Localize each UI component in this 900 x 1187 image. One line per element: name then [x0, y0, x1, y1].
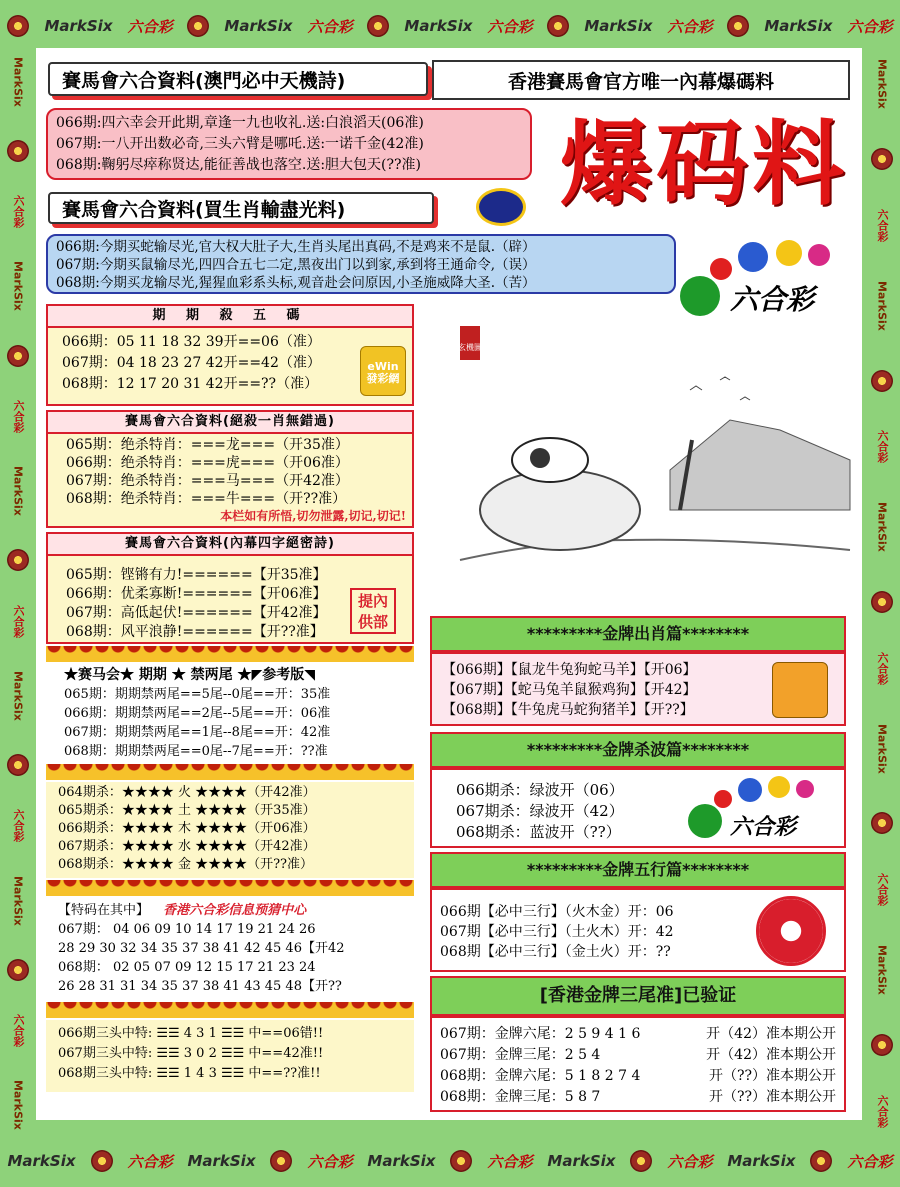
header-title-1: 賽馬會六合資料(澳門必中天機詩) — [48, 62, 428, 96]
border-text: MarkSix — [11, 875, 25, 926]
flower-icon — [547, 15, 569, 37]
flower-icon — [367, 15, 389, 37]
border-text: 六合彩 — [876, 1094, 889, 1128]
gold-zodiac-line: 【067期】【蛇马兔羊鼠猴鸡狗】【开42】 — [442, 682, 697, 698]
special-line: 28 29 30 32 34 35 37 38 41 42 45 46【开42 — [58, 941, 345, 956]
divider — [46, 646, 414, 662]
border-text: 六合彩 — [667, 17, 713, 36]
gold-five-title: *********金牌五行篇******** — [430, 852, 846, 888]
ink-painting-svg — [430, 310, 860, 606]
hk-emblem-icon — [756, 896, 826, 966]
border-text: 六合彩 — [487, 1152, 533, 1171]
gold-zodiac-line: 【066期】【鼠龙牛兔狗蛇马羊】【开06】 — [442, 662, 697, 678]
border-text: 六合彩 — [667, 1152, 713, 1171]
logo-text: 六合彩 — [730, 283, 815, 316]
border-text: 六合彩 — [12, 399, 25, 433]
border-text: 六合彩 — [847, 1152, 893, 1171]
flower-icon — [7, 754, 29, 776]
element-line: 068期杀：★★★★ 金 ★★★★（开??准） — [58, 857, 314, 872]
flower-icon — [7, 345, 29, 367]
kill-line: 065期：绝杀特肖：===龙===（开35准） — [66, 437, 349, 453]
special-label: 【特码在其中】 — [58, 903, 150, 918]
gold-wave-panel — [430, 768, 846, 848]
horse-emblem-icon — [476, 188, 526, 226]
tail-cell: 068期：金牌三尾：5 8 7 — [440, 1089, 601, 1105]
flower-icon — [187, 15, 209, 37]
wave-line: 068期杀：蓝波开（??） — [456, 823, 621, 841]
border-text: 六合彩 — [12, 195, 25, 229]
seal-text: 玄機圖 — [458, 343, 482, 352]
kill-zodiac-panel — [46, 410, 414, 528]
tails-header: ★赛马会★ 期期 ★ 禁两尾 ★◤参考版◥ — [64, 667, 316, 683]
code-line: 067期：04 18 23 27 42开==42（准） — [62, 355, 321, 371]
border-text: 六合彩 — [307, 17, 353, 36]
right-border-strip — [864, 40, 900, 1147]
elements-panel — [46, 782, 414, 878]
border-text: MarkSix — [404, 17, 473, 35]
ewin-badge: eWin 發彩網 — [360, 346, 406, 396]
flower-icon — [630, 1150, 652, 1172]
element-line: 065期杀：★★★★ 土 ★★★★（开35准） — [58, 803, 316, 818]
mountain — [670, 420, 850, 510]
flower-icon — [871, 1034, 893, 1056]
poem-box — [46, 108, 532, 180]
border-text: MarkSix — [764, 17, 833, 35]
border-text: MarkSix — [44, 17, 113, 35]
flower-icon — [7, 140, 29, 162]
tail-row — [440, 1087, 836, 1108]
border-text: 六合彩 — [127, 17, 173, 36]
flower-icon — [871, 812, 893, 834]
zodiac-box — [46, 234, 676, 294]
border-text: 六合彩 — [876, 430, 889, 464]
secret-line: 067期：高低起伏!======【开42准】 — [66, 605, 327, 621]
heads-line: 066期三头中特: ☰☰ 4 3 1 ☰☰ 中==06错!! — [58, 1026, 324, 1041]
heads-line: 068期三头中特: ☰☰ 1 4 3 ☰☰ 中==??准!! — [58, 1066, 321, 1081]
border-text: MarkSix — [224, 17, 293, 35]
tail-cell: 开（??）准本期公开 — [708, 1089, 836, 1105]
border-text: MarkSix — [11, 261, 25, 312]
flower-icon — [7, 549, 29, 571]
border-text: 六合彩 — [127, 1152, 173, 1171]
marksix-logo-small — [688, 774, 838, 846]
ink-painting — [430, 310, 860, 606]
tail-line: 068期：期期禁两尾==0尾--7尾==开：??准 — [64, 744, 328, 759]
code-line: 066期：05 11 18 32 39开==06（准） — [62, 334, 321, 350]
special-line: 068期： 02 05 07 09 12 15 17 21 23 24 — [58, 960, 316, 975]
five-line: 068期【必中三行】（金土火）开：?? — [440, 944, 671, 960]
secret-line: 068期：风平浪静!======【开??准】 — [66, 624, 324, 640]
flower-icon — [810, 1150, 832, 1172]
tail-line: 067期：期期禁两尾==1尾--8尾==开：42准 — [64, 725, 331, 740]
tail-line: 065期：期期禁两尾==5尾--0尾==开：35准 — [64, 687, 331, 702]
special-line: 26 28 31 31 34 35 37 38 41 43 45 48【开?? — [58, 979, 342, 994]
flower-icon — [871, 148, 893, 170]
border-text: MarkSix — [875, 944, 889, 995]
tail-line: 066期：期期禁两尾==2尾--5尾==开：06准 — [64, 706, 331, 721]
border-text: 六合彩 — [876, 208, 889, 242]
tail-cell: 067期：金牌六尾：2 5 9 4 1 6 — [440, 1026, 641, 1042]
border-text: 六合彩 — [876, 651, 889, 685]
border-text: MarkSix — [11, 56, 25, 107]
gold-wave-title: *********金牌杀波篇******** — [430, 732, 846, 768]
flower-icon — [270, 1150, 292, 1172]
flower-icon — [7, 959, 29, 981]
five-line: 067期【必中三行】（土火木）开：42 — [440, 924, 674, 940]
border-text: MarkSix — [875, 502, 889, 553]
green-ball-icon — [688, 804, 722, 838]
element-line: 067期杀：★★★★ 水 ★★★★（开42准） — [58, 839, 316, 854]
kill-note: 本栏如有所悟,切勿泄露,切记,切记! — [220, 509, 406, 523]
tail-row — [440, 1024, 836, 1045]
element-line: 064期杀：★★★★ 火 ★★★★（开42准） — [58, 785, 316, 800]
flower-icon — [7, 15, 29, 37]
three-heads-panel — [46, 1020, 414, 1092]
kill-line: 067期：绝杀特肖：===马===（开42准） — [66, 473, 349, 489]
border-text: MarkSix — [187, 1152, 256, 1170]
secret-line: 066期：优柔寡断!======【开06准】 — [66, 586, 327, 602]
top-border-strip — [0, 6, 900, 46]
left-border-strip — [0, 40, 36, 1147]
gold-zodiac-panel — [430, 652, 846, 726]
tail-row — [440, 1045, 836, 1066]
heads-line: 067期三头中特: ☰☰ 3 0 2 ☰☰ 中==42准!! — [58, 1046, 324, 1061]
border-text: MarkSix — [875, 280, 889, 331]
border-text: MarkSix — [875, 59, 889, 110]
poem-line: 068期:鞠躬尽瘁称贤达,能征善战也落空.送:胆大包天(??准) — [56, 157, 421, 173]
poem-line: 067期:一八开出数必奇,三头六臂是哪吒.送:一诺千金(42准) — [56, 136, 424, 152]
special-line: 067期： 04 06 09 10 14 17 19 21 24 26 — [58, 922, 316, 937]
kill-line: 066期：绝杀特肖：===虎===（开06准） — [66, 455, 349, 471]
border-text: MarkSix — [7, 1152, 76, 1170]
zodiac-line: 067期:今期买鼠输尽光,四四合五七二定,黑夜出门以到家,承到将王通命令,（误） — [56, 257, 536, 273]
tails-panel — [46, 664, 414, 764]
border-text: MarkSix — [11, 466, 25, 517]
flower-icon — [871, 370, 893, 392]
zodiac-line: 066期:今期买蛇输尽光,官大权大肚子大,生肖头尾出真码,不是鸡来不是鼠.（辟） — [56, 239, 536, 255]
header-tagline: 香港賽馬會官方唯一內幕爆碼料 — [432, 60, 850, 100]
flower-icon — [871, 591, 893, 613]
panel-title: 期 期 殺 五 碼 — [48, 306, 412, 328]
tail-cell: 开（42）准本期公开 — [706, 1026, 836, 1042]
five-codes-panel — [46, 304, 414, 406]
tail-row — [440, 1066, 836, 1087]
cat-spot — [530, 448, 550, 468]
pink-ball-icon — [808, 244, 830, 266]
red-ball-icon — [714, 790, 732, 808]
border-text: 六合彩 — [876, 873, 889, 907]
divider — [46, 1002, 414, 1018]
red-ball-icon — [710, 258, 732, 280]
gold-zodiac-line: 【068期】【牛兔虎马蛇狗猪羊】【开??】 — [442, 702, 694, 718]
wave-line: 066期杀：绿波开（06） — [456, 781, 624, 799]
code-line: 068期：12 17 20 31 42开==??（准） — [62, 376, 319, 392]
zodiac-line: 068期:今期买龙输尽光,猩猩血彩系头标,观音赴会问原因,小圣施威降大圣.（苦） — [56, 275, 536, 291]
flower-icon — [727, 15, 749, 37]
border-text: MarkSix — [584, 17, 653, 35]
border-text: MarkSix — [11, 670, 25, 721]
gold-tail-panel — [430, 1016, 846, 1112]
pink-ball-icon — [796, 780, 814, 798]
yellow-ball-icon — [776, 240, 802, 266]
border-text: MarkSix — [875, 723, 889, 774]
poem-line: 066期:四六幸会开此期,章逢一九也收礼.送:白浪滔天(06准) — [56, 115, 424, 131]
border-text: MarkSix — [367, 1152, 436, 1170]
tail-cell: 开（42）准本期公开 — [706, 1047, 836, 1063]
special-panel — [46, 898, 414, 1000]
element-line: 066期杀：★★★★ 木 ★★★★（开06准） — [58, 821, 316, 836]
border-text: 六合彩 — [12, 809, 25, 843]
big-title: 爆码料 — [560, 111, 849, 218]
sleeping-cat — [512, 438, 588, 482]
fist-money-icon — [772, 662, 828, 718]
stamp: 提內供部 — [350, 588, 396, 634]
panel-title: 賽馬會六合資料(絕殺一肖無錯過) — [48, 412, 412, 434]
special-slogan: 香港六合彩信息预猜中心 — [163, 903, 307, 918]
border-text: 六合彩 — [487, 17, 533, 36]
border-text: 六合彩 — [847, 17, 893, 36]
gold-five-panel — [430, 888, 846, 972]
five-line: 066期【必中三行】（火木金）开：06 — [440, 904, 674, 920]
kill-line: 068期：绝杀特肖：===牛===（开??准） — [66, 491, 347, 507]
gold-zodiac-title: *********金牌出肖篇******** — [430, 616, 846, 652]
divider — [46, 880, 414, 896]
border-text: 六合彩 — [12, 604, 25, 638]
border-text: 六合彩 — [307, 1152, 353, 1171]
secret-line: 065期：铿锵有力!======【开35准】 — [66, 567, 327, 583]
border-text: MarkSix — [11, 1080, 25, 1131]
yellow-ball-icon — [768, 776, 790, 798]
border-text: MarkSix — [547, 1152, 616, 1170]
logo-text: 六合彩 — [730, 814, 797, 840]
tail-cell: 068期：金牌六尾：5 1 8 2 7 4 — [440, 1068, 641, 1084]
header-title-2: 賽馬會六合資料(買生肖輸盡光料) — [48, 192, 434, 224]
tail-cell: 067期：金牌三尾：2 5 4 — [440, 1047, 601, 1063]
divider — [46, 764, 414, 780]
flower-icon — [91, 1150, 113, 1172]
wave-line: 067期杀：绿波开（42） — [456, 802, 624, 820]
gold-tail-title: [香港金牌三尾准]已验证 — [430, 976, 846, 1016]
secret-poem-panel — [46, 532, 414, 644]
panel-title: 賽馬會六合資料(內幕四字絕密詩) — [48, 534, 412, 556]
blue-ball-icon — [738, 778, 762, 802]
tail-cell: 开（??）准本期公开 — [708, 1068, 836, 1084]
birds — [690, 377, 750, 400]
bottom-border-strip — [0, 1141, 900, 1181]
blue-ball-icon — [738, 242, 768, 272]
border-text: 六合彩 — [12, 1014, 25, 1048]
flower-icon — [450, 1150, 472, 1172]
border-text: MarkSix — [727, 1152, 796, 1170]
